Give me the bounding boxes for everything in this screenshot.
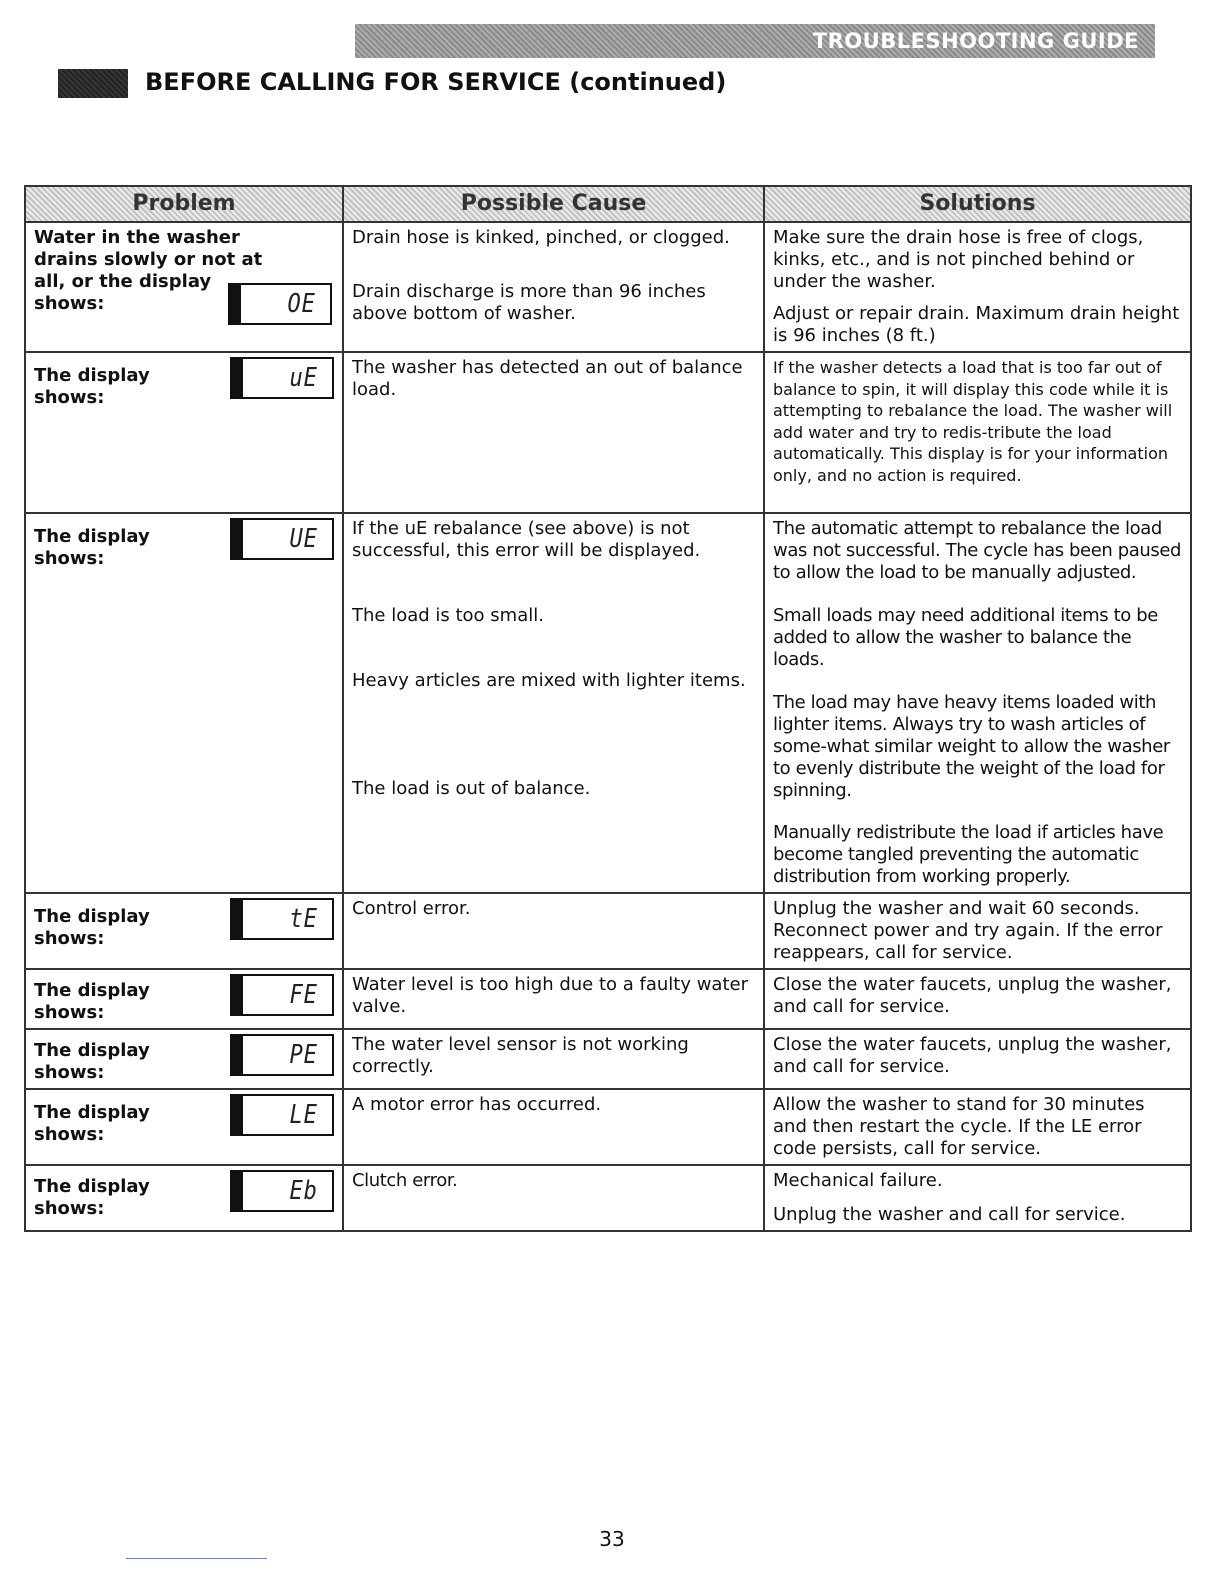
table-row (25, 1029, 1191, 1089)
display-code: FE (289, 980, 318, 1010)
problem-cell (25, 969, 343, 1029)
problem-cell (25, 1089, 343, 1165)
solution-text: Small loads may need additional items to be added to allow the washer to balance the loads. (773, 605, 1158, 670)
cause-cell (343, 352, 764, 513)
cause-cell (343, 513, 764, 893)
column-header-possible-cause: Possible Cause (343, 186, 764, 222)
display-code-icon (230, 518, 334, 560)
display-code-icon (228, 283, 332, 325)
cause-cell (343, 893, 764, 969)
solution-text: Manually redistribute the load if articles have become tangled preventing the automatic distribution from working properly. (773, 822, 1164, 887)
problem-text: The display shows: (34, 1102, 150, 1145)
cause-text: Drain hose is kinked, pinched, or clogged. (352, 227, 730, 248)
table-row (25, 513, 1191, 893)
solution-cell (764, 1029, 1191, 1089)
cause-text: The load is out of balance. (352, 778, 591, 799)
display-code-icon (230, 898, 334, 940)
cause-cell (343, 1089, 764, 1165)
table-row (25, 1165, 1191, 1231)
solution-cell (764, 513, 1191, 893)
cause-text: The washer has detected an out of balance load. (352, 357, 743, 400)
problem-cell (25, 352, 343, 513)
display-code: uE (289, 363, 318, 393)
table-row (25, 352, 1191, 513)
display-code-icon (230, 974, 334, 1016)
solution-text: Mechanical failure. (773, 1170, 943, 1191)
cause-cell (343, 969, 764, 1029)
solution-text: Adjust or repair drain. Maximum drain height is 96 inches (8 ft.) (773, 303, 1180, 346)
cause-text: Drain discharge is more than 96 inches above bottom of washer. (352, 281, 706, 324)
cause-cell (343, 1165, 764, 1231)
problem-text: The display shows: (34, 980, 150, 1023)
cause-cell (343, 1029, 764, 1089)
section-marker (58, 69, 128, 98)
problem-text: The display shows: (34, 906, 150, 949)
cause-cell (343, 222, 764, 352)
problem-text: Water in the washer drains slowly or not at all, or the display shows: (34, 227, 263, 314)
cause-text: Clutch error. (352, 1170, 458, 1191)
page-number: 33 (599, 1527, 625, 1551)
display-code-icon (230, 1094, 334, 1136)
table-header-row (25, 186, 1191, 222)
cause-text: A motor error has occurred. (352, 1094, 602, 1115)
column-header-solutions: Solutions (764, 186, 1191, 222)
display-code: Eb (289, 1176, 318, 1206)
solution-text: The load may have heavy items loaded with lighter items. Always try to wash articles of some-what similar weight to allow the washer to evenly distribute the weight of the load for spinning. (773, 692, 1170, 801)
problem-cell (25, 222, 343, 352)
solution-cell (764, 893, 1191, 969)
solution-cell (764, 1089, 1191, 1165)
banner-label: TROUBLESHOOTING GUIDE (812, 29, 1139, 53)
solution-text: Close the water faucets, unplug the washer, and call for service. (773, 1034, 1172, 1077)
display-code: OE (287, 289, 316, 319)
problem-cell (25, 1165, 343, 1231)
display-code: LE (289, 1100, 318, 1130)
solution-text: Unplug the washer and wait 60 seconds. Reconnect power and try again. If the error reappears, call for service. (773, 898, 1163, 963)
problem-cell (25, 513, 343, 893)
solution-cell (764, 222, 1191, 352)
solution-text: Allow the washer to stand for 30 minutes and then restart the cycle. If the LE error code persists, call for service. (773, 1094, 1145, 1159)
solution-cell (764, 352, 1191, 513)
problem-text: The display shows: (34, 526, 150, 569)
table-row (25, 969, 1191, 1029)
cause-text: The water level sensor is not working correctly. (352, 1034, 689, 1077)
table-row (25, 893, 1191, 969)
display-code-icon (230, 1034, 334, 1076)
solution-text: The automatic attempt to rebalance the load was not successful. The cycle has been paused to allow the load to be manually adjusted. (773, 518, 1182, 583)
table-row (25, 222, 1191, 352)
footer-rule (126, 1558, 267, 1559)
section-title: BEFORE CALLING FOR SERVICE (continued) (145, 68, 727, 96)
solution-text: Make sure the drain hose is free of clogs, kinks, etc., and is not pinched behind or under the washer. (773, 227, 1144, 292)
troubleshooting-guide-banner (355, 24, 1155, 58)
problem-text: The display shows: (34, 365, 150, 408)
cause-text: The load is too small. (352, 605, 544, 626)
display-code-icon (230, 357, 334, 399)
table-row (25, 1089, 1191, 1165)
problem-cell (25, 1029, 343, 1089)
cause-text: If the uE rebalance (see above) is not successful, this error will be displayed. (352, 518, 701, 561)
problem-text: The display shows: (34, 1176, 150, 1219)
cause-text: Control error. (352, 898, 471, 919)
cause-text: Water level is too high due to a faulty water valve. (352, 974, 748, 1017)
solution-cell (764, 1165, 1191, 1231)
display-code: tE (289, 904, 318, 934)
solution-text: If the washer detects a load that is too far out of balance to spin, it will display this code while it is attempting to rebalance the load. The washer will add water and try to redis-tribute the load automatically. This display is for your information only, and no action is required. (773, 358, 1173, 485)
solution-text: Close the water faucets, unplug the washer, and call for service. (773, 974, 1172, 1017)
problem-cell (25, 893, 343, 969)
cause-text: Heavy articles are mixed with lighter items. (352, 670, 746, 691)
troubleshooting-table (24, 185, 1192, 1232)
column-header-problem: Problem (25, 186, 343, 222)
display-code: UE (289, 524, 318, 554)
problem-text: The display shows: (34, 1040, 150, 1083)
solution-cell (764, 969, 1191, 1029)
solution-text: Unplug the washer and call for service. (773, 1204, 1126, 1225)
display-code-icon (230, 1170, 334, 1212)
display-code: PE (289, 1040, 318, 1070)
